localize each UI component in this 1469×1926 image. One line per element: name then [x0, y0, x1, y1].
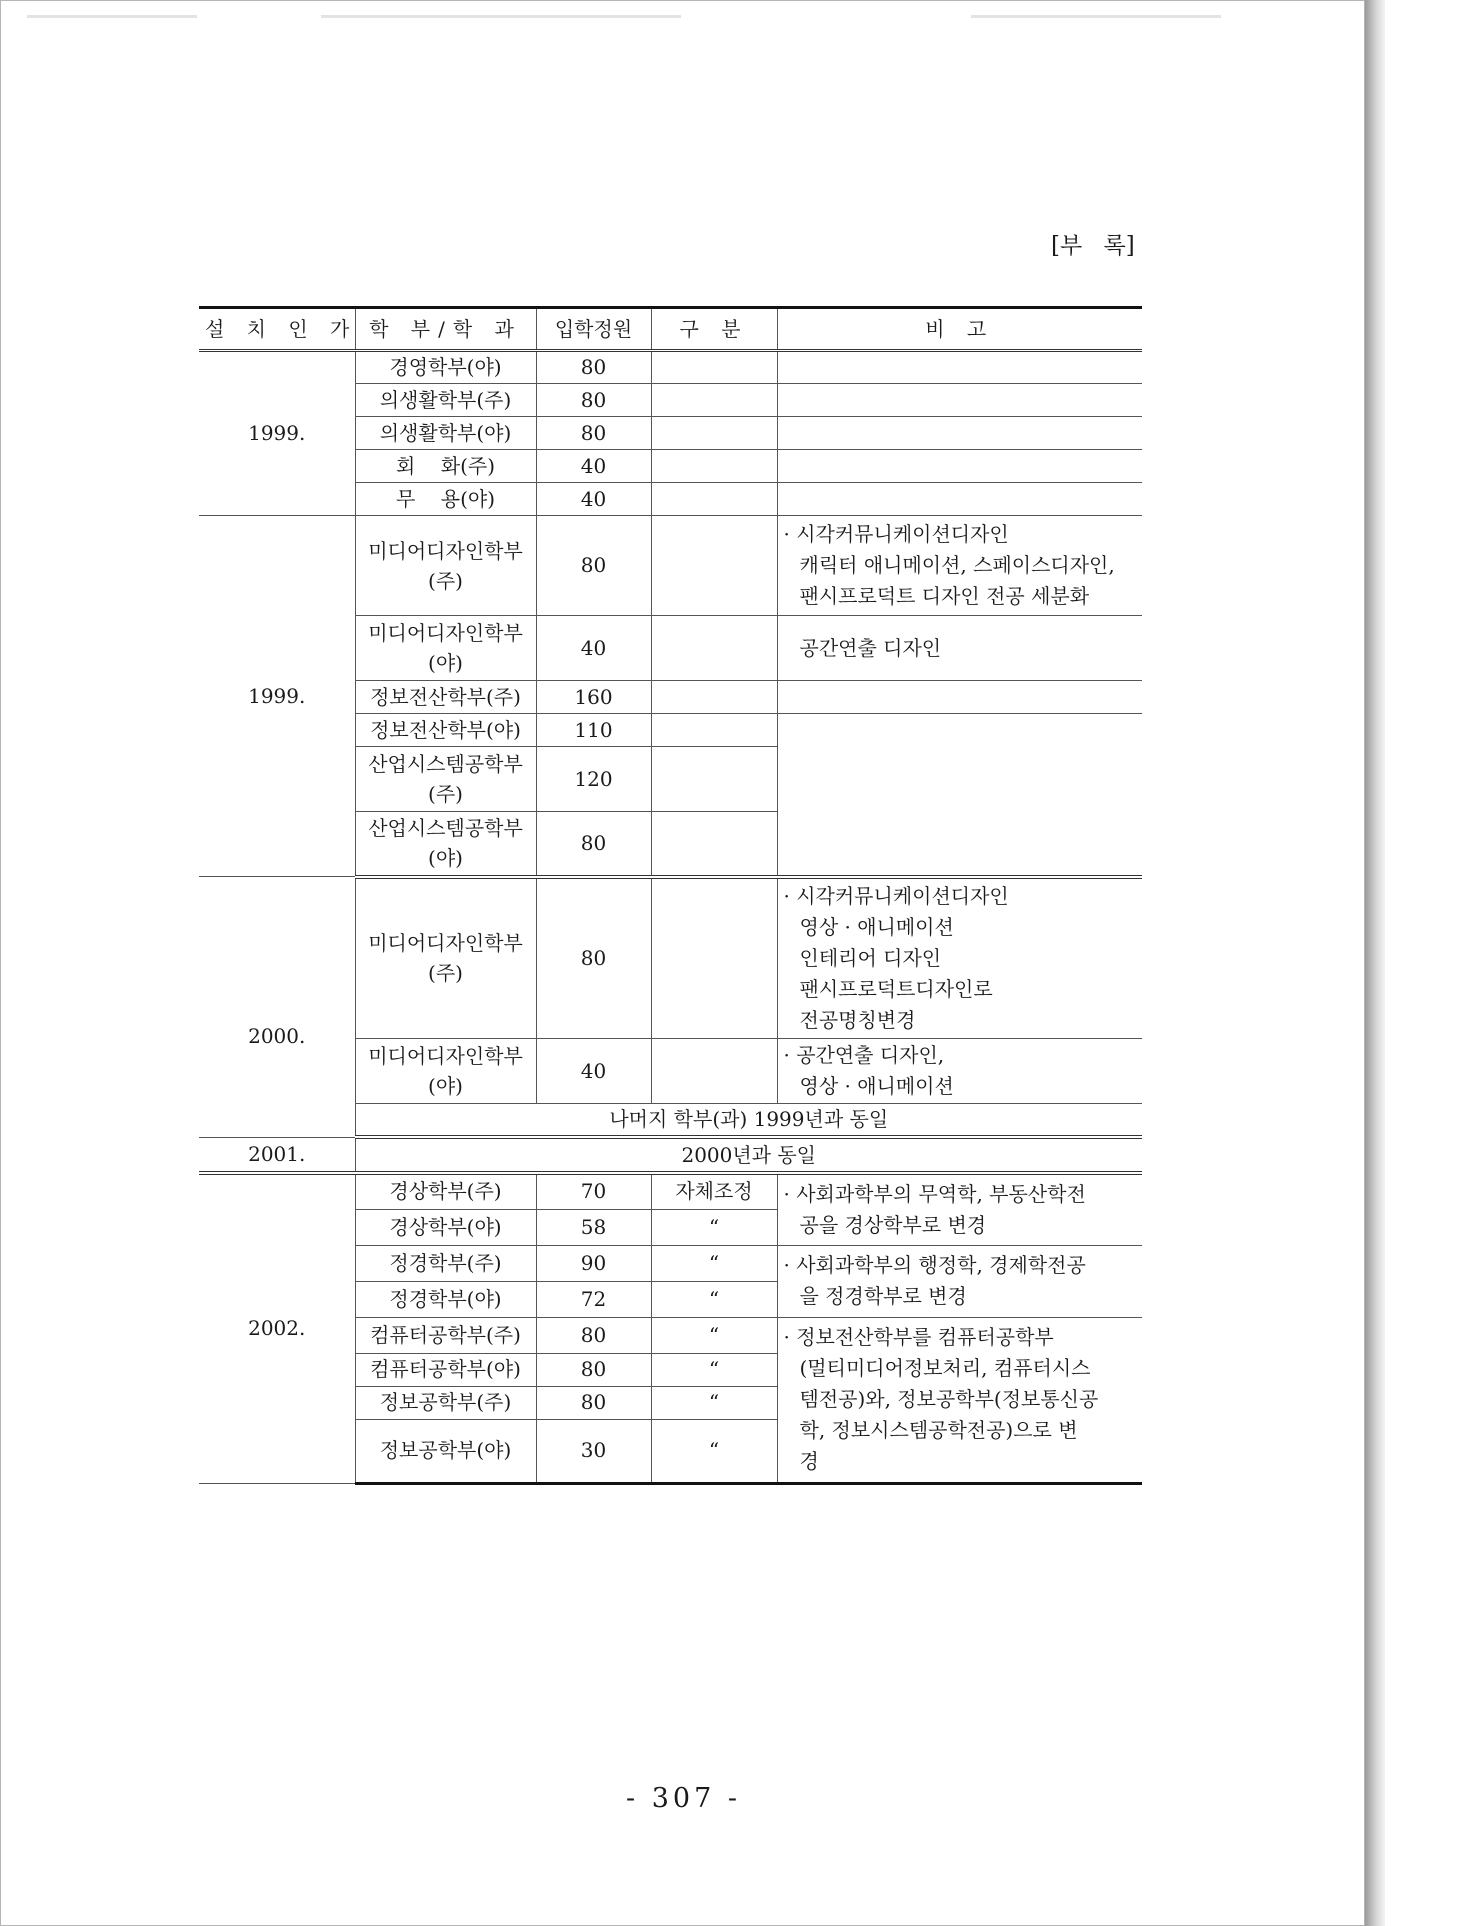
table-row: [199, 877, 1142, 1039]
scan-artifact-line: [27, 15, 197, 18]
note-line: 영상 · 애니메이션: [799, 1074, 954, 1098]
year-cell: 2001.: [199, 1137, 355, 1173]
note-line: · 시각커뮤니케이션디자인: [783, 522, 1009, 546]
type-cell: [651, 417, 777, 450]
table-header-row: [199, 308, 1142, 351]
dept-cell: 경상학부(야): [355, 1209, 536, 1245]
note-cell: [777, 714, 1142, 877]
column-header-note: 비 고: [777, 308, 1142, 351]
note-line: · 사회과학부의 행정학, 경제학전공: [783, 1253, 1086, 1277]
quota-cell: 40: [536, 616, 651, 681]
dept-cell: 미디어디자인학부(주): [355, 877, 536, 1039]
note-cell: [777, 516, 1142, 616]
quota-cell: 70: [536, 1173, 651, 1209]
quota-cell: 80: [536, 812, 651, 877]
note-line: 전공명칭변경: [799, 1007, 916, 1032]
type-cell: [651, 351, 777, 384]
note-line: 캐릭터 애니메이션, 스페이스디자인,: [799, 553, 1115, 577]
note-line: 을 정경학부로 변경: [799, 1284, 967, 1308]
type-cell: [651, 384, 777, 417]
type-cell: [651, 747, 777, 812]
note-cell: [777, 450, 1142, 483]
dept-cell: 정보공학부(야): [355, 1419, 536, 1483]
column-header-year: 설 치 인 가: [199, 308, 355, 351]
note-cell: [777, 1039, 1142, 1104]
same-as-note: 2000년과 동일: [355, 1137, 1142, 1173]
page-edge-shadow: [1365, 0, 1385, 1926]
dept-cell: 정경학부(야): [355, 1281, 536, 1317]
quota-cell: 80: [536, 1353, 651, 1386]
note-line: 경: [799, 1449, 819, 1473]
note-cell: [777, 384, 1142, 417]
quota-cell: 40: [536, 450, 651, 483]
dept-cell: 의생활학부(주): [355, 384, 536, 417]
quota-cell: 160: [536, 681, 651, 714]
type-cell: [651, 812, 777, 877]
page-number: - 307 -: [626, 1783, 741, 1814]
appendix-label: [부 록]: [1051, 233, 1135, 259]
quota-cell: 80: [536, 417, 651, 450]
note-line: · 사회과학부의 무역학, 부동산학전: [783, 1181, 1086, 1206]
dept-cell: 회 화(주): [355, 450, 536, 483]
quota-cell: 110: [536, 714, 651, 747]
note-line: 팬시프로덕트디자인로: [799, 976, 993, 1001]
type-cell: [651, 450, 777, 483]
note-line: 공을 경상학부로 변경: [799, 1212, 987, 1237]
note-line: · 공간연출 디자인,: [783, 1043, 945, 1067]
type-cell: “: [651, 1419, 777, 1483]
dept-cell: 정보전산학부(야): [355, 714, 536, 747]
dept-cell: 컴퓨터공학부(주): [355, 1317, 536, 1353]
note-line: 템전공)와, 정보공학부(정보통신공: [799, 1387, 1099, 1411]
quota-cell: 80: [536, 351, 651, 384]
type-cell: “: [651, 1386, 777, 1419]
type-cell: [651, 714, 777, 747]
type-cell: “: [651, 1317, 777, 1353]
note-cell: [777, 616, 1142, 681]
table-row: [199, 1137, 1142, 1173]
note-cell: [777, 1173, 1142, 1245]
dept-cell: 산업시스템공학부(주): [355, 747, 536, 812]
scan-artifact-line: [971, 15, 1221, 18]
dept-cell: 경상학부(주): [355, 1173, 536, 1209]
quota-cell: 80: [536, 1317, 651, 1353]
quota-cell: 72: [536, 1281, 651, 1317]
note-line: 공간연출 디자인: [799, 635, 942, 660]
note-cell: [777, 681, 1142, 714]
note-cell: [777, 1317, 1142, 1483]
quota-cell: 90: [536, 1245, 651, 1281]
remainder-note: 나머지 학부(과) 1999년과 동일: [355, 1104, 1142, 1138]
column-header-type: 구 분: [651, 308, 777, 351]
quota-cell: 30: [536, 1419, 651, 1483]
dept-cell: 컴퓨터공학부(야): [355, 1353, 536, 1386]
quota-cell: 58: [536, 1209, 651, 1245]
type-cell: “: [651, 1209, 777, 1245]
note-line: 학, 정보시스템공학전공)으로 변: [799, 1418, 1078, 1442]
dept-cell: 무 용(야): [355, 483, 536, 516]
type-cell: [651, 616, 777, 681]
dept-cell: 정경학부(주): [355, 1245, 536, 1281]
type-cell: [651, 681, 777, 714]
type-cell: “: [651, 1353, 777, 1386]
type-cell: 자체조정: [651, 1173, 777, 1209]
note-line: · 정보전산학부를 컴퓨터공학부: [783, 1325, 1054, 1349]
note-cell: [777, 483, 1142, 516]
year-cell: 1999.: [199, 351, 355, 516]
year-cell: 1999.: [199, 516, 355, 877]
note-line: (멀티미디어정보처리, 컴퓨터시스: [799, 1356, 1091, 1380]
type-cell: [651, 877, 777, 1039]
type-cell: “: [651, 1281, 777, 1317]
dept-cell: 미디어디자인학부(야): [355, 1039, 536, 1104]
type-cell: “: [651, 1245, 777, 1281]
column-header-quota: 입학정원: [536, 308, 651, 351]
table-row: [199, 1173, 1142, 1209]
year-cell: 2000.: [199, 877, 355, 1138]
note-cell: [777, 877, 1142, 1039]
note-line: · 시각커뮤니케이션디자인: [783, 883, 1009, 908]
quota-cell: 40: [536, 483, 651, 516]
type-cell: [651, 1039, 777, 1104]
note-line: 영상 · 애니메이션: [799, 914, 954, 939]
year-cell: 2002.: [199, 1173, 355, 1483]
note-cell: [777, 1245, 1142, 1317]
column-header-dept: 학 부/학 과: [355, 308, 536, 351]
type-cell: [651, 483, 777, 516]
dept-cell: 산업시스템공학부(야): [355, 812, 536, 877]
quota-cell: 80: [536, 516, 651, 616]
note-line: 인테리어 디자인: [799, 945, 942, 970]
dept-cell: 미디어디자인학부(야): [355, 616, 536, 681]
quota-cell: 80: [536, 384, 651, 417]
note-cell: [777, 351, 1142, 384]
admission-quota-table: [199, 306, 1142, 1485]
note-line: 팬시프로덕트 디자인 전공 세분화: [799, 584, 1090, 608]
scan-artifact-line: [321, 15, 681, 18]
quota-cell: 80: [536, 1386, 651, 1419]
dept-cell: 정보전산학부(주): [355, 681, 536, 714]
quota-cell: 40: [536, 1039, 651, 1104]
table-row: [199, 516, 1142, 616]
dept-cell: 미디어디자인학부(주): [355, 516, 536, 616]
note-cell: [777, 417, 1142, 450]
dept-cell: 경영학부(야): [355, 351, 536, 384]
dept-cell: 정보공학부(주): [355, 1386, 536, 1419]
quota-cell: 80: [536, 877, 651, 1039]
quota-cell: 120: [536, 747, 651, 812]
type-cell: [651, 516, 777, 616]
dept-cell: 의생활학부(야): [355, 417, 536, 450]
table-row: [199, 351, 1142, 384]
